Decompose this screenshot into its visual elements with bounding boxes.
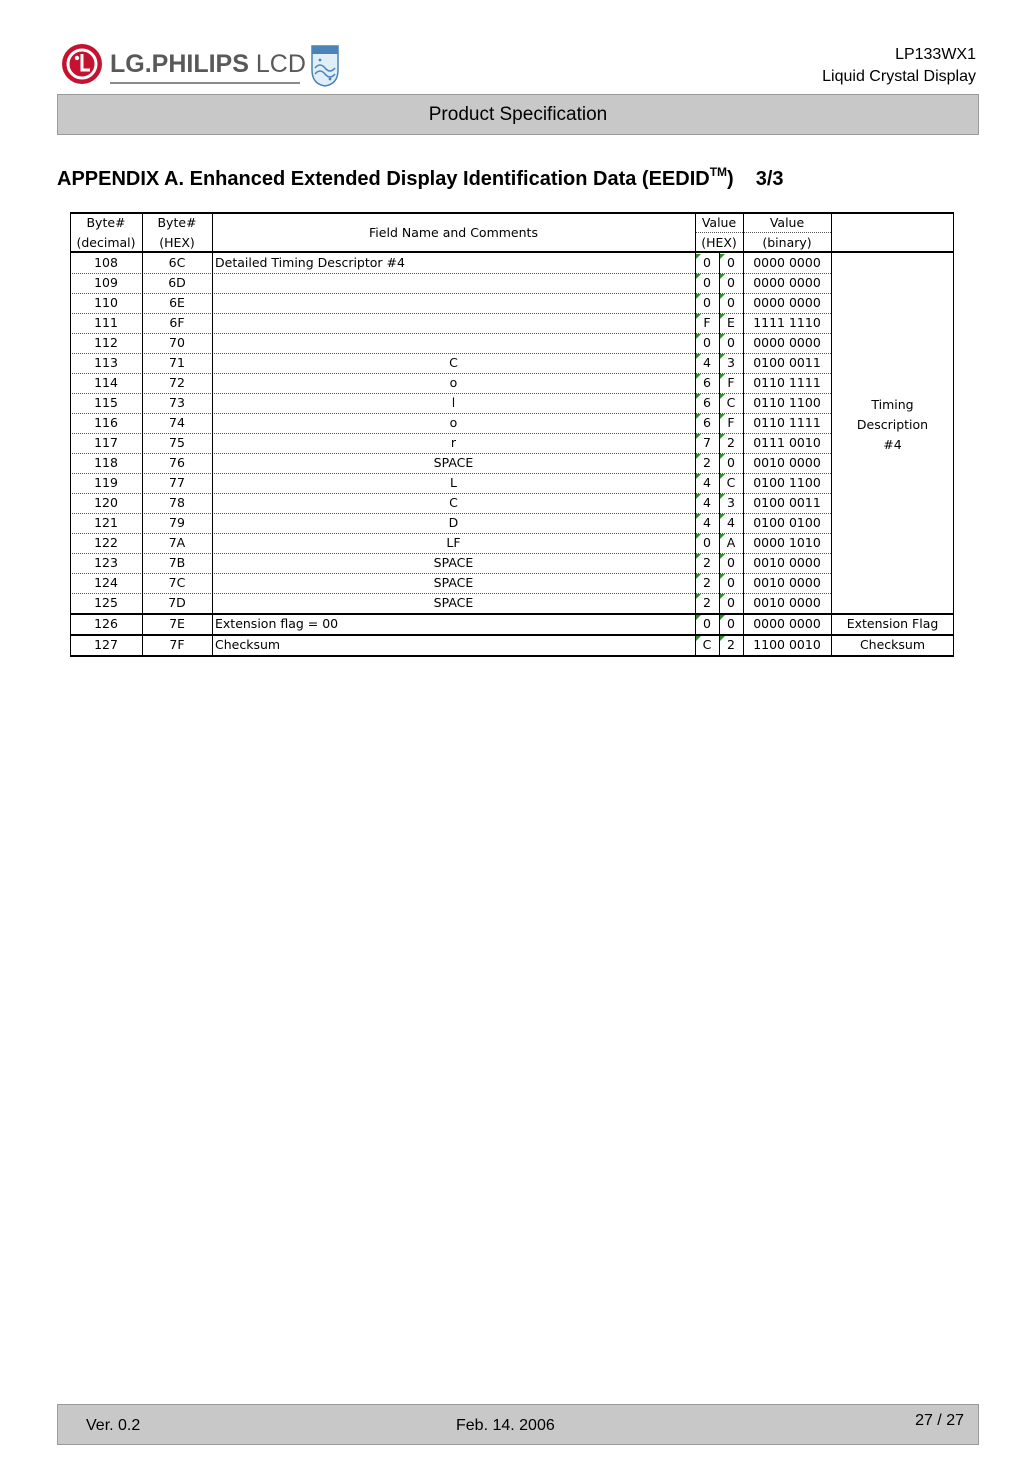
row-divider bbox=[70, 353, 831, 354]
row-divider bbox=[70, 333, 831, 334]
value-hex-high: 4 bbox=[703, 495, 711, 510]
column-divider bbox=[142, 212, 143, 657]
column-divider bbox=[70, 212, 71, 657]
value-hex-high: 4 bbox=[703, 515, 711, 530]
value-binary: 0100 0011 bbox=[753, 495, 821, 510]
row-divider bbox=[70, 553, 831, 554]
value-hex-high: 4 bbox=[703, 475, 711, 490]
column-divider bbox=[953, 212, 954, 657]
byte-hex: 7D bbox=[168, 595, 186, 610]
value-hex-high: F bbox=[703, 315, 711, 330]
byte-decimal: 112 bbox=[94, 335, 118, 350]
field-name bbox=[212, 293, 695, 313]
row-divider bbox=[70, 373, 831, 374]
value-hex-low: 0 bbox=[727, 335, 735, 350]
byte-decimal: 109 bbox=[94, 275, 118, 290]
value-binary: 0110 1111 bbox=[753, 375, 821, 390]
field-name: C bbox=[449, 495, 458, 510]
value-binary: 0000 0000 bbox=[753, 616, 821, 631]
lg-face-icon bbox=[62, 44, 102, 84]
header-field: Field Name and Comments bbox=[369, 225, 538, 240]
field-name bbox=[212, 333, 695, 353]
row-divider bbox=[70, 493, 831, 494]
header-banner: Product Specification bbox=[57, 94, 979, 135]
value-hex-high: 6 bbox=[703, 415, 711, 430]
value-hex-low: 0 bbox=[727, 255, 735, 270]
value-binary: 0100 1100 bbox=[753, 475, 821, 490]
eedid-table bbox=[70, 212, 954, 657]
byte-hex: 76 bbox=[169, 455, 185, 470]
byte-decimal: 124 bbox=[94, 575, 118, 590]
byte-decimal: 127 bbox=[94, 637, 118, 652]
value-hex-low: 0 bbox=[727, 616, 735, 631]
value-hex-high: 6 bbox=[703, 395, 711, 410]
value-hex-high: 0 bbox=[703, 255, 711, 270]
field-name: D bbox=[448, 515, 459, 530]
product-type: Liquid Crystal Display bbox=[822, 68, 976, 85]
byte-hex: 74 bbox=[169, 415, 185, 430]
value-binary: 0010 0000 bbox=[753, 555, 821, 570]
page-title: APPENDIX A. Enhanced Extended Display Identification Data (EEDID™) 3/3 bbox=[57, 165, 784, 190]
byte-hex: 6E bbox=[169, 295, 185, 310]
page-footer bbox=[57, 1404, 979, 1445]
row-divider bbox=[70, 433, 831, 434]
title-part: 3/3 bbox=[755, 168, 784, 190]
value-hex-low: 0 bbox=[727, 295, 735, 310]
row-divider bbox=[70, 413, 831, 414]
value-hex-low: 0 bbox=[727, 555, 735, 570]
field-name: r bbox=[450, 435, 457, 450]
value-hex-low: 3 bbox=[727, 495, 735, 510]
logo-underline bbox=[110, 82, 300, 84]
value-hex-low: 0 bbox=[727, 275, 735, 290]
footer-page-number: 27 / 27 bbox=[915, 1412, 964, 1429]
byte-hex: 7C bbox=[168, 575, 186, 590]
value-hex-low: F bbox=[727, 375, 735, 390]
byte-decimal: 117 bbox=[94, 435, 118, 450]
value-hex-high: 2 bbox=[703, 575, 711, 590]
byte-hex: 70 bbox=[169, 335, 185, 350]
row-divider bbox=[70, 593, 831, 594]
byte-decimal: 111 bbox=[94, 315, 118, 330]
field-name: SPACE bbox=[433, 555, 474, 570]
row-divider bbox=[70, 513, 831, 514]
column-divider bbox=[212, 212, 213, 657]
value-hex-low: 0 bbox=[727, 455, 735, 470]
field-name: SPACE bbox=[433, 455, 474, 470]
value-binary: 0000 1010 bbox=[753, 535, 821, 550]
byte-hex: 6C bbox=[168, 255, 186, 270]
field-name: o bbox=[449, 375, 458, 390]
value-binary: 0000 0000 bbox=[753, 275, 821, 290]
byte-decimal: 120 bbox=[94, 495, 118, 510]
value-hex-low: E bbox=[727, 315, 735, 330]
value-hex-high: 2 bbox=[703, 595, 711, 610]
byte-hex: 7A bbox=[168, 535, 186, 550]
byte-decimal: 121 bbox=[94, 515, 118, 530]
value-hex-high: 2 bbox=[703, 555, 711, 570]
value-hex-low: 0 bbox=[727, 575, 735, 590]
field-name: L bbox=[450, 475, 457, 490]
company-logo bbox=[62, 44, 352, 88]
value-hex-high: 0 bbox=[703, 335, 711, 350]
value-binary: 0000 0000 bbox=[753, 295, 821, 310]
row-divider bbox=[70, 273, 831, 274]
value-hex-low: A bbox=[726, 535, 736, 550]
column-divider bbox=[695, 212, 696, 657]
value-binary: 0110 1100 bbox=[753, 395, 821, 410]
header-byte-dec: Byte# (decimal) bbox=[76, 215, 136, 250]
value-binary: 0000 0000 bbox=[753, 335, 821, 350]
value-hex-high: 0 bbox=[703, 535, 711, 550]
byte-decimal: 116 bbox=[94, 415, 118, 430]
row-divider bbox=[70, 573, 831, 574]
value-hex-high: 0 bbox=[703, 295, 711, 310]
value-hex-low: 3 bbox=[727, 355, 735, 370]
column-divider bbox=[743, 212, 744, 657]
row-divider bbox=[70, 634, 954, 636]
field-name: Detailed Timing Descriptor #4 bbox=[215, 255, 405, 270]
value-hex-low: 0 bbox=[727, 595, 735, 610]
field-name: o bbox=[449, 415, 458, 430]
byte-decimal: 119 bbox=[94, 475, 118, 490]
field-name: LF bbox=[446, 535, 461, 550]
column-divider bbox=[719, 253, 720, 657]
field-name: l bbox=[451, 395, 456, 410]
byte-hex: 75 bbox=[169, 435, 185, 450]
byte-hex: 7E bbox=[169, 616, 185, 631]
value-hex-low: C bbox=[726, 395, 736, 410]
value-hex-high: 6 bbox=[703, 375, 711, 390]
row-divider bbox=[70, 212, 954, 214]
footer-version: Ver. 0.2 bbox=[86, 1417, 141, 1434]
value-binary: 1100 0010 bbox=[753, 637, 821, 652]
byte-hex: 6F bbox=[169, 315, 185, 330]
footer-date: Feb. 14. 2006 bbox=[456, 1417, 555, 1434]
field-name: Extension flag = 00 bbox=[215, 616, 339, 631]
row-description: Extension Flag bbox=[846, 616, 939, 631]
field-name: SPACE bbox=[433, 575, 474, 590]
row-divider bbox=[695, 232, 831, 233]
value-binary: 0010 0000 bbox=[753, 455, 821, 470]
document-id bbox=[822, 44, 976, 88]
field-name: SPACE bbox=[433, 595, 474, 610]
header-value-hex: Value (HEX) bbox=[701, 215, 737, 250]
byte-decimal: 123 bbox=[94, 555, 118, 570]
byte-hex: 71 bbox=[169, 355, 185, 370]
byte-decimal: 110 bbox=[94, 295, 118, 310]
byte-decimal: 115 bbox=[94, 395, 118, 410]
byte-decimal: 114 bbox=[94, 375, 118, 390]
value-hex-high: 0 bbox=[703, 616, 711, 631]
field-name: C bbox=[449, 355, 458, 370]
row-description: Checksum bbox=[859, 637, 926, 652]
value-hex-high: C bbox=[702, 637, 712, 652]
value-hex-high: 2 bbox=[703, 455, 711, 470]
value-binary: 0010 0000 bbox=[753, 575, 821, 590]
header-value-binary: Value (binary) bbox=[762, 215, 812, 250]
row-divider bbox=[70, 453, 831, 454]
byte-hex: 79 bbox=[169, 515, 185, 530]
byte-decimal: 108 bbox=[94, 255, 118, 270]
value-hex-low: F bbox=[727, 415, 735, 430]
column-divider bbox=[831, 212, 832, 657]
row-divider bbox=[70, 533, 831, 534]
byte-decimal: 118 bbox=[94, 455, 118, 470]
value-hex-high: 0 bbox=[703, 275, 711, 290]
row-divider bbox=[70, 655, 954, 657]
value-binary: 0100 0011 bbox=[753, 355, 821, 370]
byte-hex: 72 bbox=[169, 375, 185, 390]
byte-hex: 7F bbox=[169, 637, 185, 652]
value-hex-low: 2 bbox=[727, 637, 735, 652]
value-hex-low: 2 bbox=[727, 435, 735, 450]
byte-hex: 7B bbox=[168, 555, 186, 570]
timing-description: Timing Description #4 bbox=[856, 397, 929, 452]
row-divider bbox=[70, 393, 831, 394]
field-name: Checksum bbox=[215, 637, 281, 652]
byte-hex: 6D bbox=[168, 275, 186, 290]
value-hex-high: 4 bbox=[703, 355, 711, 370]
row-divider bbox=[70, 293, 831, 294]
value-binary: 0000 0000 bbox=[753, 255, 821, 270]
value-hex-high: 7 bbox=[703, 435, 711, 450]
row-divider bbox=[70, 613, 954, 615]
value-binary: 1111 1110 bbox=[753, 315, 821, 330]
byte-hex: 77 bbox=[169, 475, 185, 490]
field-name bbox=[212, 273, 695, 293]
byte-hex: 78 bbox=[169, 495, 185, 510]
value-binary: 0110 1111 bbox=[753, 415, 821, 430]
value-binary: 0100 0100 bbox=[753, 515, 821, 530]
value-binary: 0111 0010 bbox=[753, 435, 821, 450]
philips-shield-icon bbox=[310, 44, 340, 88]
logo-wordmark: LG.PHILIPS LCD bbox=[110, 50, 306, 78]
value-hex-low: C bbox=[726, 475, 736, 490]
byte-decimal: 122 bbox=[94, 535, 118, 550]
value-binary: 0010 0000 bbox=[753, 595, 821, 610]
value-hex-low: 4 bbox=[727, 515, 735, 530]
model-number: LP133WX1 bbox=[895, 46, 976, 63]
byte-hex: 73 bbox=[169, 395, 185, 410]
header-byte-hex: Byte# (HEX) bbox=[157, 215, 197, 250]
byte-decimal: 126 bbox=[94, 616, 118, 631]
row-divider bbox=[70, 251, 954, 253]
byte-decimal: 125 bbox=[94, 595, 118, 610]
byte-decimal: 113 bbox=[94, 355, 118, 370]
field-name bbox=[212, 313, 695, 333]
row-divider bbox=[70, 473, 831, 474]
row-divider bbox=[70, 313, 831, 314]
